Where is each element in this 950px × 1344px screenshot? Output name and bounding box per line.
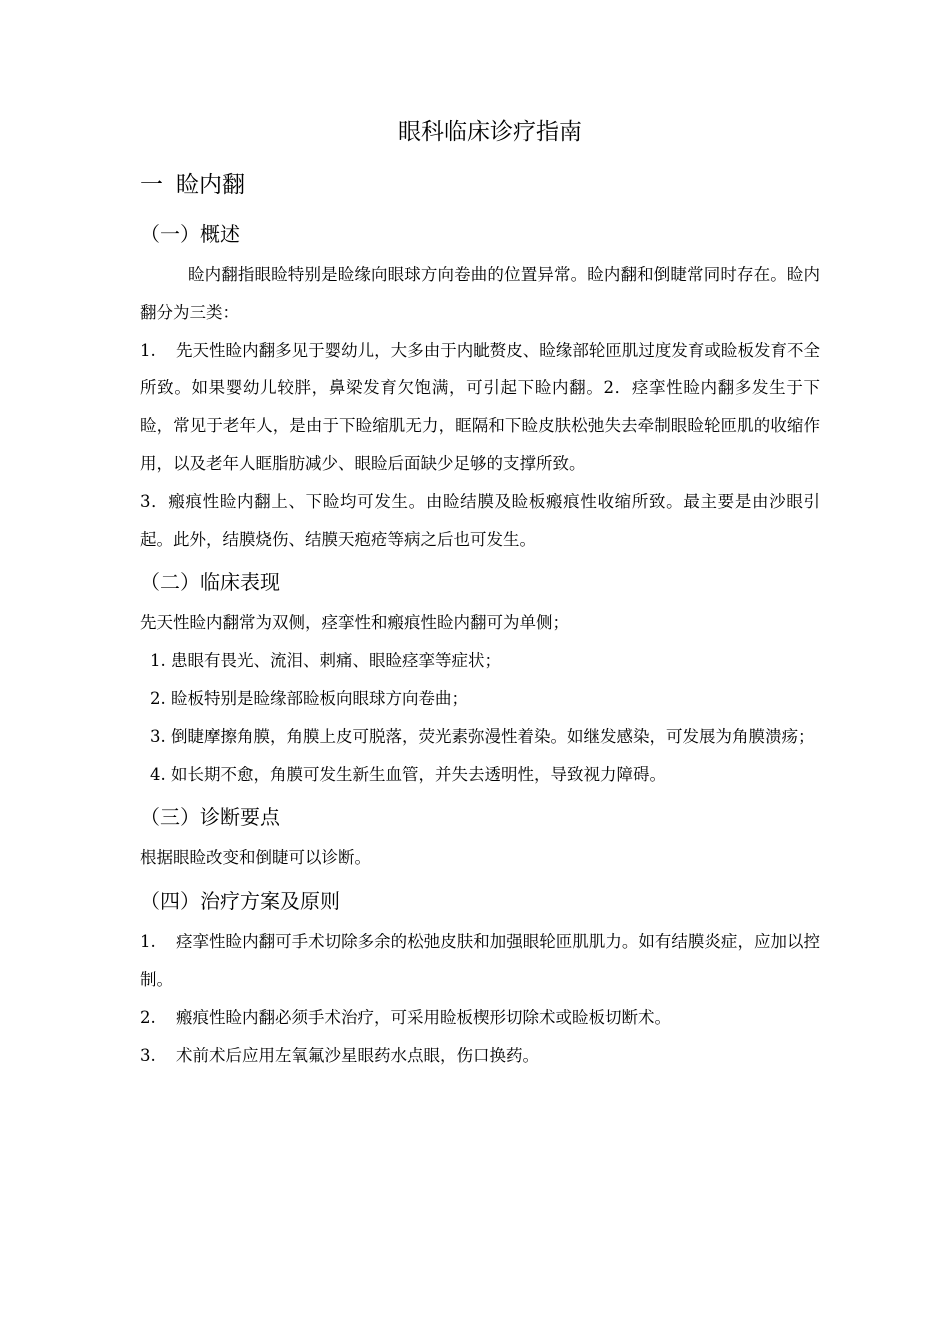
clinical-item-text: 倒睫摩擦角膜，角膜上皮可脱落，荧光素弥漫性着染。如继发感染，可发展为角膜溃疡； (171, 726, 815, 746)
clinical-item-number: 2. (150, 688, 166, 708)
treatment-item-text: 瘢痕性睑内翻必须手术治疗，可采用睑板楔形切除术或睑板切断术。 (176, 1007, 671, 1027)
treatment-item (140, 923, 820, 999)
document-title: 眼科临床诊疗指南 (398, 119, 582, 145)
treatment-item (140, 999, 820, 1037)
section-heading (140, 166, 820, 204)
clinical-item (140, 756, 820, 794)
clinical-item-number: 3. (150, 726, 166, 746)
clinical-item-text: 如长期不愈，角膜可发生新生血管，并失去透明性，导致视力障碍。 (171, 764, 666, 784)
treatment-item-number: 1. (140, 932, 156, 952)
clinical-heading: （二）临床表现 (140, 570, 280, 595)
overview-item-1 (140, 332, 820, 483)
clinical-item-number: 4. (150, 764, 166, 784)
document-content (140, 112, 820, 1074)
section-number: 一 (140, 172, 163, 198)
clinical-item-text: 患眼有畏光、流泪、刺痛、眼睑痉挛等症状； (171, 651, 501, 671)
diagnosis-text: 根据眼睑改变和倒睫可以诊断。 (140, 848, 371, 868)
diagnosis-heading: （三）诊断要点 (140, 805, 280, 830)
treatment-item-text: 痉挛性睑内翻可手术切除多余的松弛皮肤和加强眼轮匝肌肌力。如有结膜炎症，应加以控制。 (140, 932, 820, 989)
overview-item-1-text: 先天性睑内翻多见于婴幼儿，大多由于内眦赘皮、睑缘部轮匝肌过度发育或睑板发育不全所致。如果婴幼儿较胖，鼻梁发育欠饱满，可引起下睑内翻。2．痉挛性睑内翻多发生于下睑，常见于老年人，是由于下睑缩肌无力，眶隔和下睑皮肤松弛失去牵制眼睑轮匝肌的收缩作用，以及老年人眶脂肪减少、眼睑后面缺少足够的支撑所致。 (140, 340, 820, 473)
section-title: 睑内翻 (176, 172, 245, 198)
treatment-item-text: 术前术后应用左氧氟沙星眼药水点眼，伤口换药。 (176, 1045, 539, 1065)
treatment-heading: （四）治疗方案及原则 (140, 889, 340, 914)
treatment-item-number: 2. (140, 1007, 156, 1027)
treatment-item-number: 3. (140, 1045, 156, 1065)
clinical-item-text: 睑板特别是睑缘部睑板向眼球方向卷曲； (171, 688, 468, 708)
clinical-item (140, 718, 820, 756)
treatment-item (140, 1037, 820, 1075)
clinical-item (140, 680, 820, 718)
overview-heading: （一）概述 (140, 222, 240, 246)
clinical-item-number: 1. (150, 651, 166, 671)
overview-item-3: 3．瘢痕性睑内翻上、下睑均可发生。由睑结膜及睑板瘢痕性收缩所致。最主要是由沙眼引起。此外，结膜烧伤、结膜天疱疮等病之后也可发生。 (140, 491, 820, 549)
clinical-item (140, 642, 820, 680)
overview-item-1-number: 1. (140, 340, 156, 360)
overview-intro: 睑内翻指眼睑特别是睑缘向眼球方向卷曲的位置异常。睑内翻和倒睫常同时存在。睑内翻分为三类： (140, 265, 820, 322)
clinical-intro: 先天性睑内翻常为双侧，痉挛性和瘢痕性睑内翻可为单侧； (140, 613, 569, 633)
